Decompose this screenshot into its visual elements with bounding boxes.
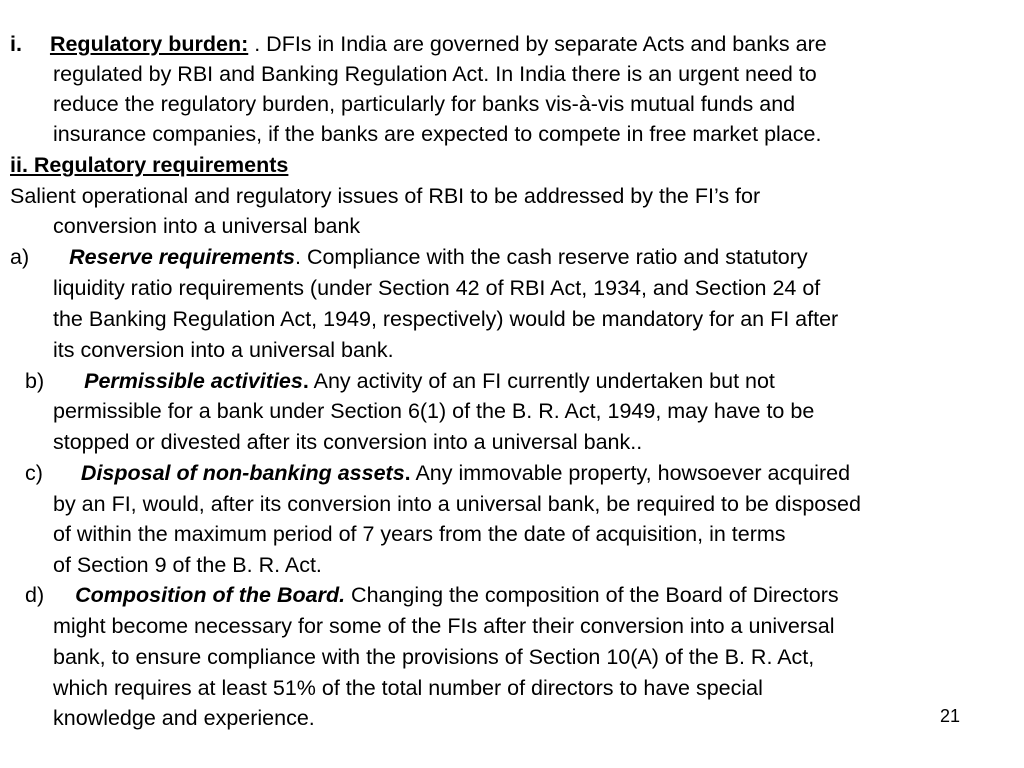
item-c-text-3: of within the maximum period of 7 years from the date of acquisition, in terms (53, 522, 786, 546)
item-a-text-4: its conversion into a universal bank. (53, 338, 394, 362)
item-a-heading: Reserve requirements (69, 245, 295, 269)
item-i-text-3: reduce the regulatory burden, particularly for banks vis-à-vis mutual funds and (53, 92, 796, 116)
item-ii-heading: ii. Regulatory requirements (10, 153, 289, 177)
intro-line-1: Salient operational and regulatory issues of RBI to be addressed by the FI’s for (10, 184, 761, 208)
item-i-marker: i. (10, 32, 22, 56)
item-a-text-2: liquidity ratio requirements (under Section 42 of RBI Act, 1934, and Section 24 of (53, 276, 821, 300)
item-a-text-1: . Compliance with the cash reserve ratio and statutory (295, 245, 808, 269)
item-d-line-1 (25, 580, 839, 610)
item-c-heading-period: . (404, 461, 411, 485)
item-b-heading: Permissible activities (84, 369, 303, 393)
item-d-marker: d) (25, 583, 45, 607)
item-a-text-3: the Banking Regulation Act, 1949, respectively) would be mandatory for an FI after (53, 307, 839, 331)
item-d-text-5: knowledge and experience. (53, 706, 315, 730)
page-number: 21 (940, 706, 961, 726)
item-b-text-1: Any activity of an FI currently undertaken but not (308, 369, 775, 393)
item-d-text-1: Changing the composition of the Board of Directors (345, 583, 839, 607)
item-c-text-4: of Section 9 of the B. R. Act. (53, 553, 322, 577)
item-b-line-1 (25, 366, 775, 396)
item-d-text-2: might become necessary for some of the FIs after their conversion into a universal (53, 614, 835, 638)
intro-line-2: conversion into a universal bank (53, 214, 361, 238)
item-a-marker: a) (10, 245, 30, 269)
item-c-heading: Disposal of non-banking assets (80, 461, 405, 485)
item-a-line-1 (10, 242, 808, 272)
item-b-text-2: permissible for a bank under Section 6(1) of the B. R. Act, 1949, may have to be (53, 399, 815, 423)
item-b-heading-period: . (302, 369, 309, 393)
item-i-line-1 (10, 29, 827, 59)
item-c-line-1 (25, 458, 850, 488)
item-c-text-2: by an FI, would, after its conversion into a universal bank, be required to be disposed (53, 492, 861, 516)
item-c-text-1: Any immovable property, howsoever acquired (410, 461, 851, 485)
item-b-text-3: stopped or divested after its conversion into a universal bank.. (53, 430, 643, 454)
item-c-marker: c) (25, 461, 43, 485)
item-d-text-3: bank, to ensure compliance with the provisions of Section 10(A) of the B. R. Act, (53, 645, 815, 669)
item-i-text-1: . DFIs in India are governed by separate Acts and banks are (248, 32, 827, 56)
item-d-text-4: which requires at least 51% of the total number of directors to have special (53, 676, 763, 700)
item-d-heading: Composition of the Board. (75, 583, 346, 607)
item-b-marker: b) (25, 369, 45, 393)
item-i-text-2: regulated by RBI and Banking Regulation Act. In India there is an urgent need to (53, 62, 817, 86)
item-i-text-4: insurance companies, if the banks are expected to compete in free market place. (53, 122, 822, 146)
item-i-heading: Regulatory burden: (49, 32, 249, 56)
